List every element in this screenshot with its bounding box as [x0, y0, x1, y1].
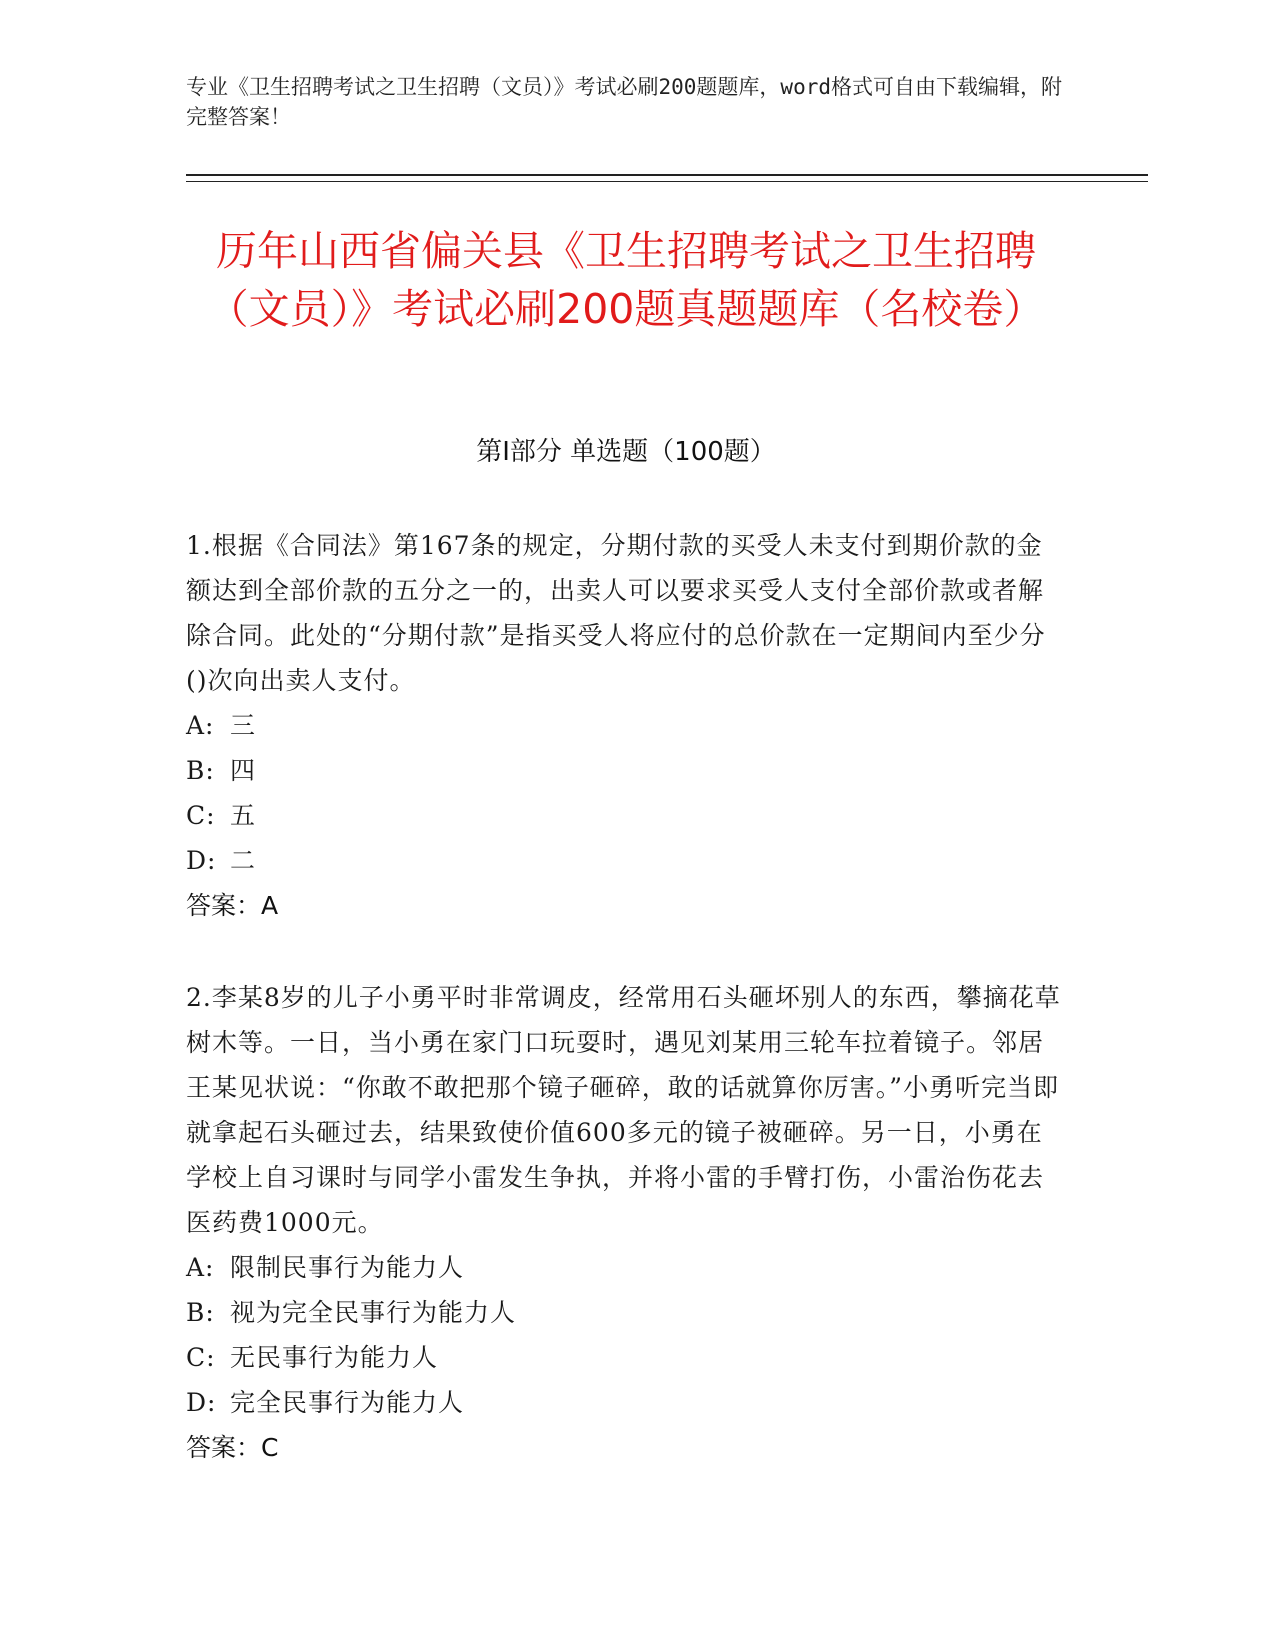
option-text: 完全民事行为能力人 [230, 1388, 465, 1417]
header-divider-thin [186, 181, 1148, 182]
answer-line: 答案：A [186, 891, 279, 920]
option-text: 无民事行为能力人 [230, 1343, 439, 1372]
header-divider-thick [186, 174, 1148, 176]
option-key: A: [186, 711, 215, 740]
option-key: C: [186, 1343, 216, 1372]
question-2 [186, 975, 1066, 1470]
answer-line: 答案：C [186, 1433, 279, 1462]
option-key: B: [186, 1298, 215, 1327]
option-c [186, 1335, 1066, 1380]
section-title: 第I部分 单选题（100题） [476, 437, 776, 467]
option-a [186, 703, 1066, 748]
question-1 [186, 523, 1066, 928]
option-d [186, 838, 1066, 883]
option-key: B: [186, 756, 215, 785]
option-a [186, 1245, 1066, 1290]
option-key: D: [186, 1388, 217, 1417]
option-c [186, 793, 1066, 838]
header-note: 专业《卫生招聘考试之卫生招聘（文员）》考试必刷200题题库，word格式可自由下载编辑，附完整答案！ [186, 75, 1062, 129]
option-text: 视为完全民事行为能力人 [230, 1298, 517, 1327]
question-stem: 1.根据《合同法》第167条的规定，分期付款的买受人未支付到期价款的金额达到全部价款的五分之一的，出卖人可以要求买受人支付全部价款或者解除合同。此处的“分期付款”是指买受人将应付的总价款在一定期间内至少分()次向出卖人支付。 [186, 531, 1046, 695]
option-key: C: [186, 801, 216, 830]
option-text: 限制民事行为能力人 [230, 1253, 465, 1282]
option-text: 二 [230, 846, 257, 875]
question-stem: 2.李某8岁的儿子小勇平时非常调皮，经常用石头砸坏别人的东西，攀摘花草树木等。一日，当小勇在家门口玩耍时，遇见刘某用三轮车拉着镜子。邻居王某见状说：“你敢不敢把那个镜子砸碎，敢的话就算你厉害。”小勇听完当即就拿起石头砸过去，结果致使价值600多元的镜子被砸碎。另一日，小勇在学校上自习课时与同学小雷发生争执，并将小雷的手臂打伤，小雷治伤花去医药费1000元。 [186, 983, 1061, 1237]
option-text: 五 [230, 801, 257, 830]
option-text: 四 [230, 756, 257, 785]
option-key: D: [186, 846, 217, 875]
option-d [186, 1380, 1066, 1425]
option-key: A: [186, 1253, 215, 1282]
document-title: 历年山西省偏关县《卫生招聘考试之卫生招聘（文员）》考试必刷200题真题题库（名校卷） [207, 227, 1045, 333]
option-text: 三 [230, 711, 257, 740]
option-b [186, 748, 1066, 793]
option-b [186, 1290, 1066, 1335]
